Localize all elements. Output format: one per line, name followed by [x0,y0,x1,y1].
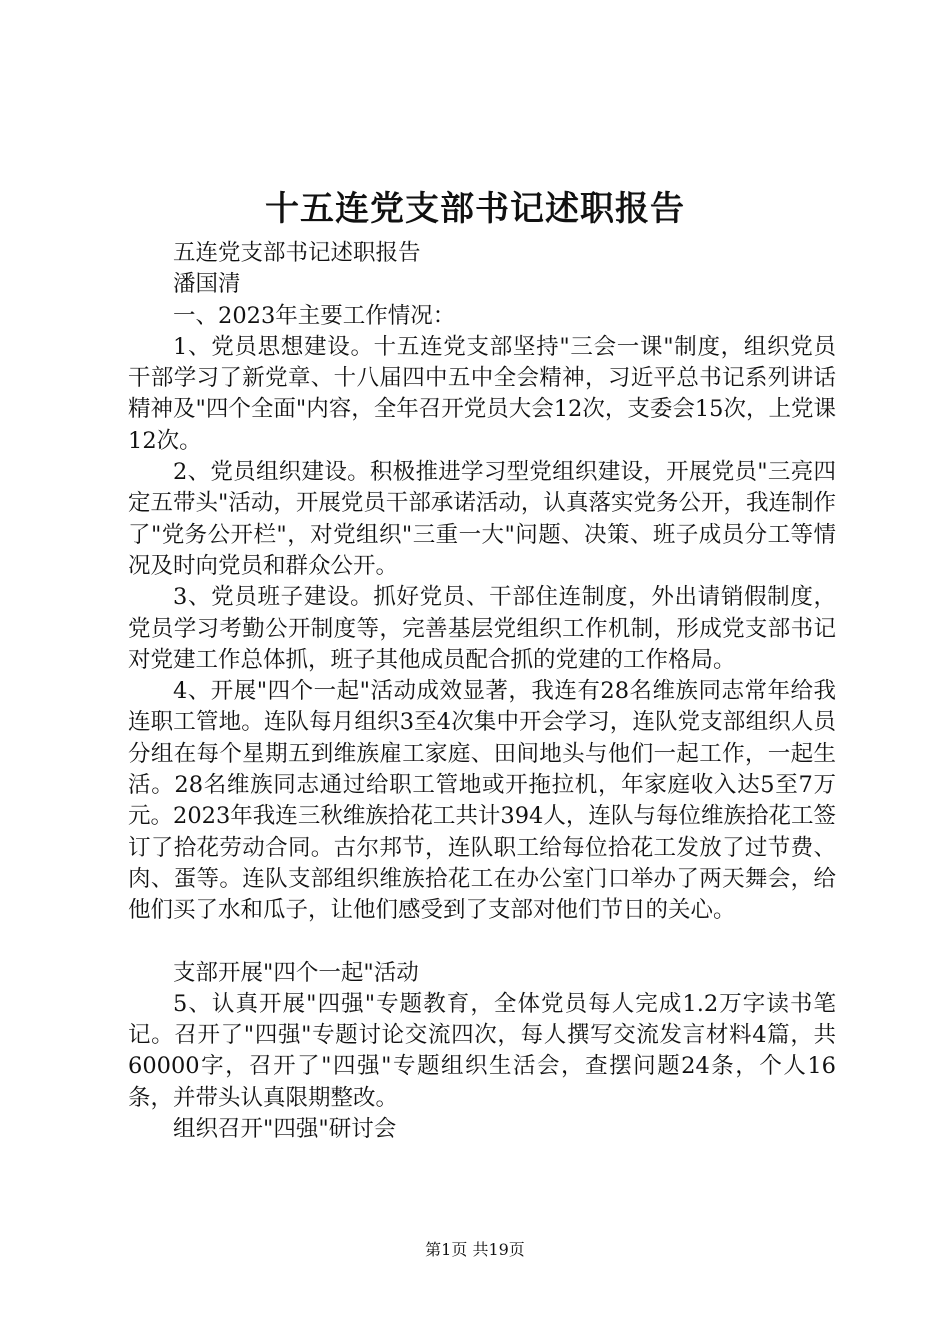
section-heading: 一、2023年主要工作情况： [173,302,456,329]
caption-paragraph: 组织召开"四强"研讨会 [173,1116,397,1143]
body-paragraph: 1、党员思想建设。十五连党支部坚持"三会一课"制度，组织党员干部学习了新党章、十八届四中五中全会精神，习近平总书记系列讲话精神及"四个全面"内容，全年召开党员大会12次，支委会15次，上党课12次。 [128,333,836,454]
author-paragraph: 潘国清 [173,271,241,298]
subtitle-paragraph: 五连党支部书记述职报告 [173,240,421,266]
document-title: 十五连党支部书记述职报告 [265,189,685,229]
body-paragraph: 4、开展"四个一起"活动成效显著，我连有28名维族同志常年给我连职工管地。连队每月组织3至4次集中开会学习，连队党支部组织人员分组在每个星期五到维族雇工家庭、田间地头与他们一起工作，一起生活。28名维族同志通过给职工管地或开拖拉机，年家庭收入达5至7万元。2023年我连三秋维族拾花工共计394人，连队与每位维族拾花工签订了拾花劳动合同。古尔邦节，连队职工给每位拾花工发放了过节费、肉、蛋等。连队支部组织维族拾花工在办公室门口举办了两天舞会，给他们买了水和瓜子，让他们感受到了支部对他们节日的关心。 [128,678,836,924]
document-body [128,238,836,1145]
caption-paragraph: 支部开展"四个一起"活动 [173,959,419,986]
page-footer: 第1页 共19页 [425,1240,525,1259]
body-paragraph: 2、党员组织建设。积极推进学习型党组织建设，开展党员"三亮四定五带头"活动，开展党员干部承诺活动，认真落实党务公开，我连制作了"党务公开栏"，对党组织"三重一大"问题、决策、班子成员分工等情况及时向党员和群众公开。 [128,459,836,579]
body-paragraph: 3、党员班子建设。抓好党员、干部住连制度，外出请销假制度，党员学习考勤公开制度等，完善基层党组织工作机制，形成党支部书记对党建工作总体抓，班子其他成员配合抓的党建的工作格局。 [128,584,836,673]
body-paragraph: 5、认真开展"四强"专题教育，全体党员每人完成1.2万字读书笔记。召开了"四强"专题讨论交流四次，每人撰写交流发言材料4篇，共60000字，召开了"四强"专题组织生活会，查摆问题24条，个人16条，并带头认真限期整改。 [128,990,836,1111]
